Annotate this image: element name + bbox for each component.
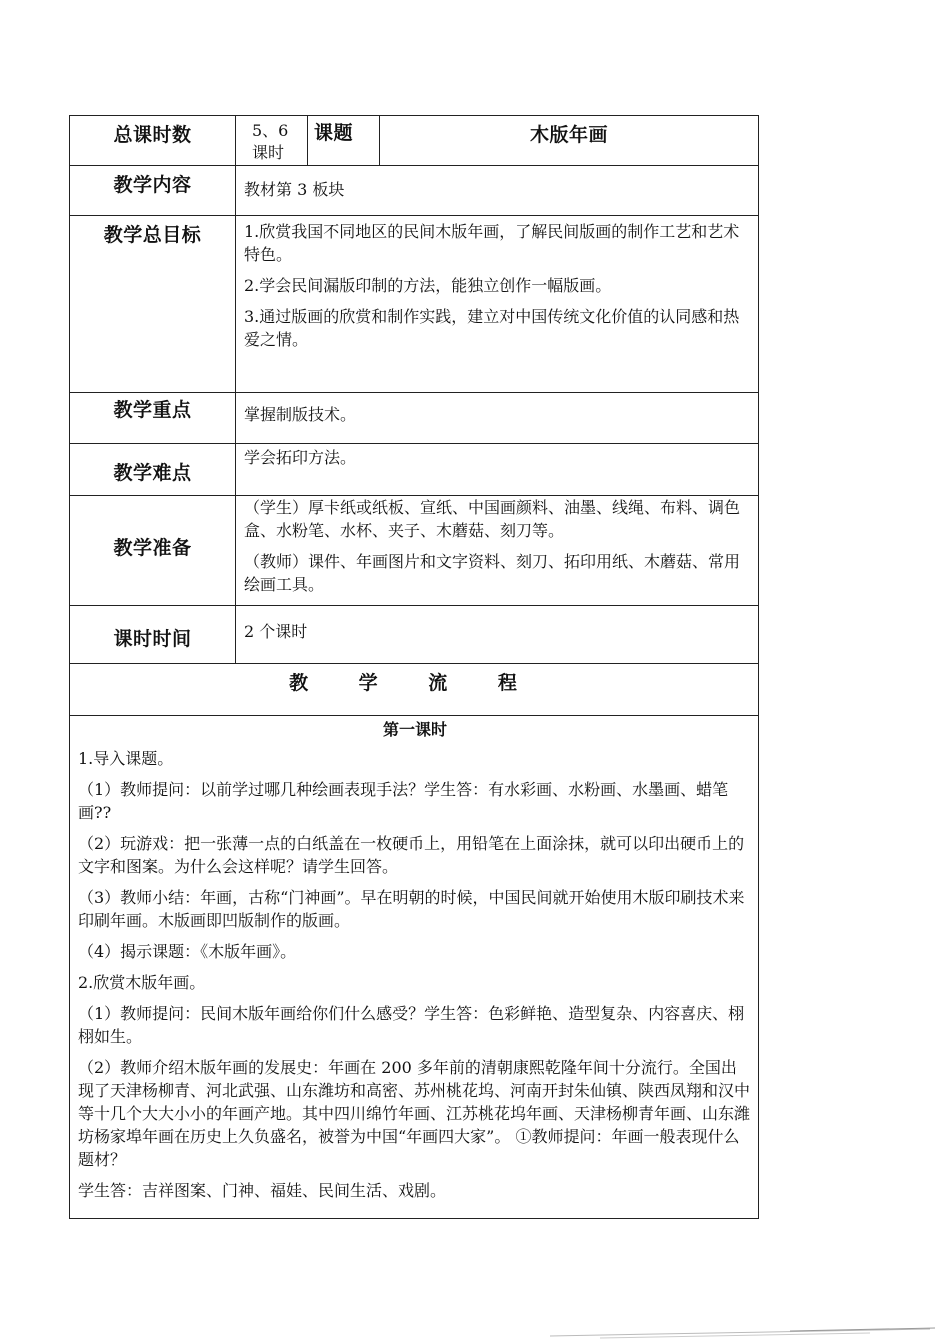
key-value: 掌握制版技术。 (236, 393, 759, 444)
goal-item: 3.通过版画的欣赏和制作实践，建立对中国传统文化价值的认同感和热爱之情。 (244, 307, 740, 349)
flow-paragraph: （2）教师介绍木版年画的发展史：年画在 200 多年前的清朝康熙乾隆年间十分流行。全国出现了天津杨柳青、河北武强、山东潍坊和高密、苏州桃花坞、河南开封朱仙镇、陕西凤翔和汉中等十几个大大小小的年画产地。其中四川绵竹年画、江苏桃花坞年画、天津杨柳青年画、山东潍坊杨家埠年画在历史上久负盛名，被誉为中国“年画四大家”。 ①教师提问：年画一般表现什么题材？ (78, 1058, 751, 1169)
prep-row (70, 496, 759, 606)
difficulty-label: 教学难点 (70, 444, 236, 496)
flow-title-row (70, 664, 759, 716)
topic-label: 课题 (308, 116, 380, 166)
content-label: 教学内容 (70, 166, 236, 216)
flow-section (70, 716, 759, 1219)
flow-title: 教 学 流 程 (70, 664, 759, 716)
time-value: 2 个课时 (236, 606, 759, 664)
difficulty-value: 学会拓印方法。 (236, 444, 759, 496)
section-title: 第一课时 (382, 720, 447, 739)
flow-paragraph: 学生答：吉祥图案、门神、福娃、民间生活、戏剧。 (78, 1181, 447, 1200)
difficulty-row (70, 444, 759, 496)
goals-list (236, 216, 759, 393)
flow-paragraph: （4）揭示课题：《木版年画》。 (78, 942, 297, 961)
total-hours-label: 总课时数 (70, 116, 236, 166)
flow-paragraph: （2）玩游戏：把一张薄一点的白纸盖在一枚硬币上，用铅笔在上面涂抹，就可以印出硬币上的文字和图案。为什么会这样呢？请学生回答。 (78, 834, 745, 876)
prep-list (236, 496, 759, 606)
total-hours-value: 5、6 课时 (236, 116, 308, 166)
content-row (70, 166, 759, 216)
prep-item: （教师）课件、年画图片和文字资料、刻刀、拓印用纸、木蘑菇、常用绘画工具。 (244, 552, 741, 594)
goal-item: 1.欣赏我国不同地区的民间木版年画，了解民间版画的制作工艺和艺术特色。 (244, 222, 740, 264)
lesson-plan-table (69, 115, 759, 1219)
time-row (70, 606, 759, 664)
flow-row (70, 716, 759, 1219)
prep-label: 教学准备 (70, 496, 236, 606)
scan-artifact-lines (540, 1326, 940, 1340)
flow-paragraph: （1）教师提问：民间木版年画给你们什么感受？学生答：色彩鲜艳、造型复杂、内容喜庆、栩栩如生。 (78, 1004, 745, 1046)
lesson-plan (69, 115, 758, 1219)
time-label: 课时时间 (70, 606, 236, 664)
flow-paragraph: （3）教师小结：年画，古称“门神画”。早在明朝的时候，中国民间就开始使用木版印刷技术来印刷年画。木版画即凹版制作的版画。 (78, 888, 745, 930)
key-row (70, 393, 759, 444)
prep-item: （学生）厚卡纸或纸板、宣纸、中国画颜料、油墨、线绳、布料、调色盒、水粉笔、水杯、夹子、木蘑菇、刻刀等。 (244, 498, 741, 540)
flow-paragraph: 1.导入课题。 (78, 749, 174, 768)
key-label: 教学重点 (70, 393, 236, 444)
goals-row (70, 216, 759, 393)
topic-value: 木版年画 (380, 116, 759, 166)
goal-item: 2.学会民间漏版印制的方法，能独立创作一幅版画。 (244, 276, 612, 295)
flow-paragraph: （1）教师提问：以前学过哪几种绘画表现手法？学生答：有水彩画、水粉画、水墨画、蜡笔画?? (78, 780, 729, 822)
flow-paragraph: 2.欣赏木版年画。 (78, 973, 206, 992)
header-row (70, 116, 759, 166)
goals-label: 教学总目标 (70, 216, 236, 393)
content-value: 教材第 3 板块 (236, 166, 759, 216)
